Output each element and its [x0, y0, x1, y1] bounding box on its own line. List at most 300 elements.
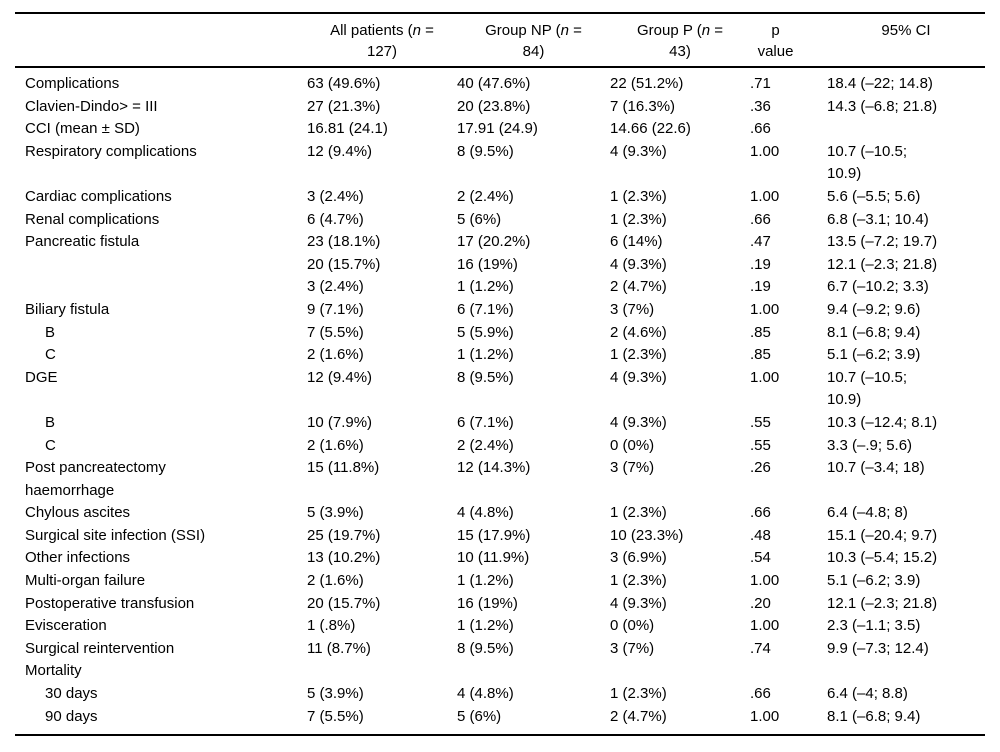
- cell-line: C: [45, 436, 56, 454]
- cell-group-np: [457, 660, 610, 683]
- cell-line: .19: [750, 278, 771, 296]
- cell-line: 8.1 (–6.8; 9.4): [827, 707, 921, 725]
- column-header-ci: [827, 13, 985, 67]
- cell-line: 1 (2.3%): [610, 572, 667, 590]
- cell-line: 6.4 (–4.8; 8): [827, 504, 908, 522]
- cell-line: .19: [750, 255, 771, 273]
- cell-group-np: [457, 254, 610, 277]
- cell-all-patients: [307, 615, 457, 638]
- cell-line: .66: [750, 504, 771, 522]
- cell-all-patients: [307, 435, 457, 458]
- cell-line: Post pancreatectomy: [25, 459, 166, 477]
- cell-line: 2 (2.4%): [457, 187, 514, 205]
- cell-line: .48: [750, 526, 771, 544]
- cell-p-value: [750, 231, 827, 254]
- column-header-group-p: [610, 13, 750, 67]
- cell-line: 8 (9.5%): [457, 639, 514, 657]
- cell-all-patients: [307, 525, 457, 548]
- cell-row-label: [15, 457, 307, 502]
- cell-line: 1 (.8%): [307, 617, 356, 635]
- cell-line: 1 (1.2%): [457, 278, 514, 296]
- cell-line: 1.00: [750, 300, 780, 318]
- cell-p-value: [750, 186, 827, 209]
- cell-line: 13.5 (–7.2; 19.7): [827, 233, 938, 251]
- cell-row-label: [15, 547, 307, 570]
- cell-ci: [827, 141, 985, 186]
- cell-group-p: [610, 209, 750, 232]
- cell-row-label: [15, 231, 307, 254]
- cell-p-value: [750, 322, 827, 345]
- cell-line: Clavien-Dindo> = III: [25, 97, 158, 115]
- cell-all-patients: [307, 118, 457, 141]
- cell-group-p: [610, 683, 750, 706]
- cell-ci: [827, 412, 985, 435]
- cell-group-np: [457, 593, 610, 616]
- cell-line: 4 (4.8%): [457, 685, 514, 703]
- cell-all-patients: [307, 412, 457, 435]
- cell-line: .20: [750, 594, 771, 612]
- cell-all-patients: [307, 638, 457, 661]
- cell-line: 5 (5.9%): [457, 323, 514, 341]
- cell-group-np: [457, 615, 610, 638]
- cell-line: Biliary fistula: [25, 300, 110, 318]
- cell-ci: [827, 186, 985, 209]
- cell-line: 6.4 (–4; 8.8): [827, 685, 908, 703]
- cell-all-patients: [307, 344, 457, 367]
- table-row: [15, 706, 985, 736]
- cell-ci: [827, 683, 985, 706]
- cell-line: 1 (1.2%): [457, 617, 514, 635]
- cell-row-label: [15, 299, 307, 322]
- column-header-rowlabel: [15, 13, 307, 67]
- cell-line: 63 (49.6%): [307, 75, 381, 92]
- table-row: [15, 141, 985, 186]
- cell-line: 13 (10.2%): [307, 549, 381, 567]
- cell-line: 12.1 (–2.3; 21.8): [827, 594, 938, 612]
- cell-line: Postoperative transfusion: [25, 594, 195, 612]
- table-row: [15, 367, 985, 412]
- cell-group-p: [610, 322, 750, 345]
- cell-line: .36: [750, 97, 771, 115]
- cell-group-p: [610, 254, 750, 277]
- cell-line: 2 (1.6%): [307, 572, 364, 590]
- cell-group-np: [457, 209, 610, 232]
- cell-line: 10.9): [827, 391, 862, 409]
- cell-row-label: [15, 276, 307, 299]
- cell-row-label: [15, 706, 307, 736]
- cell-line: 12 (9.4%): [307, 368, 373, 386]
- cell-line: Surgical site infection (SSI): [25, 526, 206, 544]
- table-row: [15, 186, 985, 209]
- cell-line: .71: [750, 75, 771, 92]
- cell-group-p: [610, 186, 750, 209]
- cell-line: 2 (4.6%): [610, 323, 667, 341]
- cell-group-p: [610, 67, 750, 96]
- table-row: [15, 525, 985, 548]
- table-header: [15, 13, 985, 67]
- cell-line: 1.00: [750, 617, 780, 635]
- cell-row-label: [15, 367, 307, 412]
- cell-line: 16.81 (24.1): [307, 120, 388, 138]
- cell-ci: [827, 525, 985, 548]
- cell-line: 1 (2.3%): [610, 210, 667, 228]
- cell-line: Pancreatic fistula: [25, 233, 140, 251]
- cell-line: 1.00: [750, 187, 780, 205]
- column-header-group-np: [457, 13, 610, 67]
- cell-line: 15 (11.8%): [307, 459, 380, 477]
- column-header-line: value: [757, 43, 794, 60]
- cell-line: 2.3 (–1.1; 3.5): [827, 617, 921, 635]
- cell-group-np: [457, 683, 610, 706]
- cell-line: 18.4 (–22; 14.8): [827, 75, 933, 92]
- table-row: [15, 254, 985, 277]
- table-row: [15, 660, 985, 683]
- table-row: [15, 435, 985, 458]
- cell-all-patients: [307, 254, 457, 277]
- cell-ci: [827, 299, 985, 322]
- cell-line: Evisceration: [25, 617, 107, 635]
- cell-line: .55: [750, 436, 771, 454]
- cell-p-value: [750, 683, 827, 706]
- cell-line: Respiratory complications: [25, 142, 197, 160]
- cell-group-p: [610, 457, 750, 502]
- cell-line: 17.91 (24.9): [457, 120, 538, 138]
- cell-line: Cardiac complications: [25, 187, 172, 205]
- cell-line: 3 (2.4%): [307, 278, 364, 296]
- cell-line: 12.1 (–2.3; 21.8): [827, 255, 938, 273]
- cell-p-value: [750, 593, 827, 616]
- cell-line: 1.00: [750, 368, 780, 386]
- cell-line: CCI (mean ± SD): [25, 120, 140, 138]
- cell-row-label: [15, 615, 307, 638]
- cell-line: Renal complications: [25, 210, 160, 228]
- cell-group-np: [457, 412, 610, 435]
- cell-line: 16 (19%): [457, 255, 518, 273]
- cell-line: 10.9): [827, 165, 862, 183]
- cell-line: 4 (9.3%): [610, 594, 667, 612]
- cell-p-value: [750, 547, 827, 570]
- cell-p-value: [750, 141, 827, 186]
- cell-row-label: [15, 570, 307, 593]
- cell-ci: [827, 231, 985, 254]
- cell-all-patients: [307, 299, 457, 322]
- cell-p-value: [750, 254, 827, 277]
- cell-ci: [827, 367, 985, 412]
- cell-group-np: [457, 322, 610, 345]
- cell-ci: [827, 570, 985, 593]
- cell-row-label: [15, 322, 307, 345]
- cell-group-p: [610, 547, 750, 570]
- column-header-line: Group NP (n =: [485, 22, 582, 39]
- cell-line: 3 (7%): [610, 300, 655, 318]
- cell-line: 1.00: [750, 142, 780, 160]
- cell-line: 10 (7.9%): [307, 413, 373, 431]
- cell-ci: [827, 615, 985, 638]
- cell-line: 2 (4.7%): [610, 278, 667, 296]
- cell-ci: [827, 67, 985, 96]
- cell-line: 10.3 (–5.4; 15.2): [827, 549, 938, 567]
- cell-line: 14.66 (22.6): [610, 120, 691, 138]
- cell-group-np: [457, 276, 610, 299]
- cell-group-np: [457, 141, 610, 186]
- cell-line: 6.8 (–3.1; 10.4): [827, 210, 929, 228]
- column-header-p-value: [750, 13, 827, 67]
- cell-p-value: [750, 570, 827, 593]
- cell-ci: [827, 96, 985, 119]
- cell-line: 3.3 (–.9; 5.6): [827, 436, 913, 454]
- cell-group-p: [610, 706, 750, 736]
- cell-line: 16 (19%): [457, 594, 518, 612]
- cell-all-patients: [307, 67, 457, 96]
- cell-line: Mortality: [25, 662, 82, 680]
- cell-line: 2 (4.7%): [610, 707, 667, 725]
- cell-line: 1 (2.3%): [610, 504, 667, 522]
- cell-line: 12 (14.3%): [457, 459, 531, 477]
- cell-line: 25 (19.7%): [307, 526, 381, 544]
- table-row: [15, 638, 985, 661]
- cell-line: 5 (3.9%): [307, 685, 364, 703]
- cell-line: 17 (20.2%): [457, 233, 531, 251]
- cell-line: 10.3 (–12.4; 8.1): [827, 413, 938, 431]
- column-header-line: 84): [522, 43, 545, 60]
- cell-line: 9.9 (–7.3; 12.4): [827, 639, 929, 657]
- cell-line: 12 (9.4%): [307, 142, 373, 160]
- cell-line: 10.7 (–3.4; 18): [827, 459, 925, 477]
- cell-line: 7 (5.5%): [307, 707, 364, 725]
- table-row: [15, 209, 985, 232]
- header-row: [15, 13, 985, 67]
- cell-group-np: [457, 299, 610, 322]
- cell-line: 11 (8.7%): [307, 639, 371, 657]
- outcomes-table-container: [15, 12, 985, 736]
- cell-group-p: [610, 525, 750, 548]
- column-header-line: 43): [669, 43, 691, 60]
- cell-all-patients: [307, 457, 457, 502]
- column-header-line: All patients (n =: [330, 22, 434, 39]
- cell-group-p: [610, 118, 750, 141]
- cell-p-value: [750, 638, 827, 661]
- cell-line: 5 (6%): [457, 210, 502, 228]
- cell-group-np: [457, 231, 610, 254]
- cell-row-label: [15, 525, 307, 548]
- cell-line: 1 (2.3%): [610, 346, 667, 364]
- cell-row-label: [15, 67, 307, 96]
- cell-all-patients: [307, 547, 457, 570]
- table-row: [15, 96, 985, 119]
- cell-all-patients: [307, 570, 457, 593]
- cell-p-value: [750, 502, 827, 525]
- cell-ci: [827, 660, 985, 683]
- cell-line: 4 (9.3%): [610, 413, 667, 431]
- cell-line: 23 (18.1%): [307, 233, 381, 251]
- cell-group-np: [457, 502, 610, 525]
- table-row: [15, 276, 985, 299]
- cell-ci: [827, 118, 985, 141]
- table-row: [15, 457, 985, 502]
- cell-line: .85: [750, 323, 771, 341]
- cell-line: 90 days: [45, 707, 98, 725]
- cell-line: 6.7 (–10.2; 3.3): [827, 278, 929, 296]
- table-row: [15, 683, 985, 706]
- cell-line: 8.1 (–6.8; 9.4): [827, 323, 921, 341]
- cell-p-value: [750, 615, 827, 638]
- cell-group-p: [610, 570, 750, 593]
- cell-line: 15.1 (–20.4; 9.7): [827, 526, 938, 544]
- cell-line: 0 (0%): [610, 436, 655, 454]
- cell-all-patients: [307, 231, 457, 254]
- cell-line: 6 (4.7%): [307, 210, 364, 228]
- cell-all-patients: [307, 209, 457, 232]
- cell-all-patients: [307, 141, 457, 186]
- cell-line: 0 (0%): [610, 617, 655, 635]
- cell-line: 4 (9.3%): [610, 255, 667, 273]
- cell-line: 8 (9.5%): [457, 368, 514, 386]
- cell-line: .66: [750, 685, 771, 703]
- cell-group-np: [457, 706, 610, 736]
- cell-line: 5 (3.9%): [307, 504, 364, 522]
- cell-line: 5.1 (–6.2; 3.9): [827, 572, 921, 590]
- cell-row-label: [15, 186, 307, 209]
- cell-group-p: [610, 231, 750, 254]
- table-row: [15, 118, 985, 141]
- cell-line: 40 (47.6%): [457, 75, 531, 92]
- table-row: [15, 615, 985, 638]
- cell-row-label: [15, 660, 307, 683]
- cell-ci: [827, 593, 985, 616]
- cell-line: 22 (51.2%): [610, 75, 684, 92]
- cell-p-value: [750, 209, 827, 232]
- cell-line: 20 (15.7%): [307, 255, 381, 273]
- cell-group-np: [457, 525, 610, 548]
- cell-line: 9 (7.1%): [307, 300, 364, 318]
- table-row: [15, 570, 985, 593]
- cell-line: 8 (9.5%): [457, 142, 514, 160]
- cell-group-p: [610, 435, 750, 458]
- cell-ci: [827, 502, 985, 525]
- cell-all-patients: [307, 660, 457, 683]
- cell-ci: [827, 322, 985, 345]
- cell-line: 9.4 (–9.2; 9.6): [827, 300, 921, 318]
- cell-group-p: [610, 299, 750, 322]
- cell-row-label: [15, 593, 307, 616]
- table-row: [15, 547, 985, 570]
- outcomes-table: [15, 12, 985, 736]
- cell-all-patients: [307, 706, 457, 736]
- cell-all-patients: [307, 593, 457, 616]
- cell-group-np: [457, 186, 610, 209]
- cell-line: .54: [750, 549, 771, 567]
- cell-all-patients: [307, 276, 457, 299]
- cell-line: 1 (1.2%): [457, 346, 514, 364]
- cell-line: 20 (15.7%): [307, 594, 381, 612]
- cell-ci: [827, 638, 985, 661]
- cell-line: 5.6 (–5.5; 5.6): [827, 187, 921, 205]
- cell-group-p: [610, 412, 750, 435]
- table-row: [15, 593, 985, 616]
- cell-line: B: [45, 323, 56, 341]
- cell-line: 10.7 (–10.5;: [827, 368, 908, 386]
- cell-line: 3 (6.9%): [610, 549, 667, 567]
- cell-line: 30 days: [45, 685, 98, 703]
- cell-row-label: [15, 412, 307, 435]
- cell-row-label: [15, 502, 307, 525]
- cell-ci: [827, 435, 985, 458]
- cell-all-patients: [307, 186, 457, 209]
- cell-group-np: [457, 344, 610, 367]
- table-row: [15, 231, 985, 254]
- cell-group-p: [610, 367, 750, 412]
- cell-ci: [827, 276, 985, 299]
- cell-line: Surgical reintervention: [25, 639, 175, 657]
- cell-row-label: [15, 118, 307, 141]
- cell-group-np: [457, 435, 610, 458]
- cell-line: 2 (2.4%): [457, 436, 514, 454]
- table-row: [15, 322, 985, 345]
- cell-line: 5.1 (–6.2; 3.9): [827, 346, 921, 364]
- cell-line: 1 (1.2%): [457, 572, 514, 590]
- cell-p-value: [750, 344, 827, 367]
- cell-line: .66: [750, 120, 771, 138]
- cell-p-value: [750, 67, 827, 96]
- table-row: [15, 502, 985, 525]
- cell-group-np: [457, 638, 610, 661]
- cell-all-patients: [307, 502, 457, 525]
- cell-line: 10 (23.3%): [610, 526, 684, 544]
- cell-line: .26: [750, 459, 771, 477]
- cell-line: 4 (9.3%): [610, 368, 667, 386]
- table-row: [15, 67, 985, 96]
- cell-line: 1.00: [750, 572, 780, 590]
- cell-line: Other infections: [25, 549, 131, 567]
- cell-group-p: [610, 276, 750, 299]
- table-body: [15, 67, 985, 735]
- cell-p-value: [750, 706, 827, 736]
- cell-line: 6 (7.1%): [457, 300, 514, 318]
- cell-group-p: [610, 141, 750, 186]
- cell-group-np: [457, 457, 610, 502]
- cell-all-patients: [307, 322, 457, 345]
- cell-row-label: [15, 254, 307, 277]
- cell-all-patients: [307, 367, 457, 412]
- column-header-line: 95% CI: [881, 22, 931, 39]
- table-row: [15, 344, 985, 367]
- cell-row-label: [15, 638, 307, 661]
- cell-group-np: [457, 367, 610, 412]
- cell-group-p: [610, 344, 750, 367]
- cell-line: 10.7 (–10.5;: [827, 142, 908, 160]
- cell-group-p: [610, 502, 750, 525]
- cell-line: 10 (11.9%): [457, 549, 530, 567]
- cell-line: DGE: [25, 368, 58, 386]
- cell-group-np: [457, 96, 610, 119]
- cell-line: 1 (2.3%): [610, 685, 667, 703]
- cell-line: 7 (16.3%): [610, 97, 676, 115]
- cell-group-p: [610, 638, 750, 661]
- cell-line: 2 (1.6%): [307, 436, 364, 454]
- cell-line: 14.3 (–6.8; 21.8): [827, 97, 938, 115]
- cell-line: 15 (17.9%): [457, 526, 531, 544]
- cell-line: Multi-organ failure: [25, 572, 146, 590]
- cell-line: 5 (6%): [457, 707, 502, 725]
- cell-row-label: [15, 141, 307, 186]
- cell-ci: [827, 547, 985, 570]
- column-header-line: 127): [366, 43, 398, 60]
- column-header-line: Group P (n =: [636, 22, 724, 39]
- cell-line: haemorrhage: [25, 481, 115, 499]
- cell-line: .74: [750, 639, 771, 657]
- cell-ci: [827, 457, 985, 502]
- cell-all-patients: [307, 96, 457, 119]
